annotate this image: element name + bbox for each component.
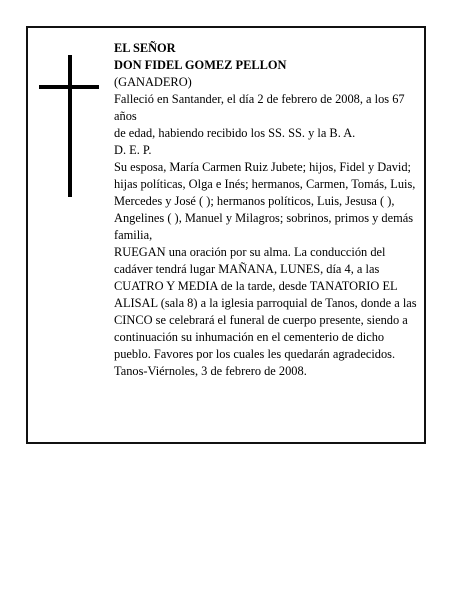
notice-text xyxy=(114,40,419,380)
funeral-details: RUEGAN una oración por su alma. La conducción del cadáver tendrá lugar MAÑANA, LUNES, día 4, a las CUATRO Y MEDIA de la tarde, desde TANATORIO EL ALISAL (sala 8) a la iglesia parroquial de Tanos, donde a las CINCO se celebrará el funeral de cuerpo presente, siendo a continuación su inhumación en el cementerio de dicho pueblo. Favores por los cuales les quedarán agradecidos. xyxy=(114,245,417,361)
rip-line: D. E. P. xyxy=(114,143,152,157)
sacraments-line: de edad, habiendo recibido los SS. SS. y la B. A. xyxy=(114,126,356,140)
obituary-notice xyxy=(26,26,426,444)
place-date: Tanos-Viérnoles, 3 de febrero de 2008. xyxy=(114,364,307,378)
cross-horizontal-bar xyxy=(39,85,99,89)
deceased-name: DON FIDEL GOMEZ PELLON xyxy=(114,58,287,72)
cross-vertical-bar xyxy=(68,55,72,197)
death-announcement: Falleció en Santander, el día 2 de febrero de 2008, a los 67 años xyxy=(114,92,405,123)
honorific: EL SEÑOR xyxy=(114,41,176,55)
family-list: Su esposa, María Carmen Ruiz Jubete; hijos, Fidel y David; hijas políticas, Olga e Inés; hermanos, Carmen, Tomás, Luis, Mercedes y José ( ); hermanos políticos, Luis, Jesusa ( ), Angelines ( ), Manuel y Milagros; sobrinos, primos y demás familia, xyxy=(114,160,416,242)
occupation: (GANADERO) xyxy=(114,75,192,89)
